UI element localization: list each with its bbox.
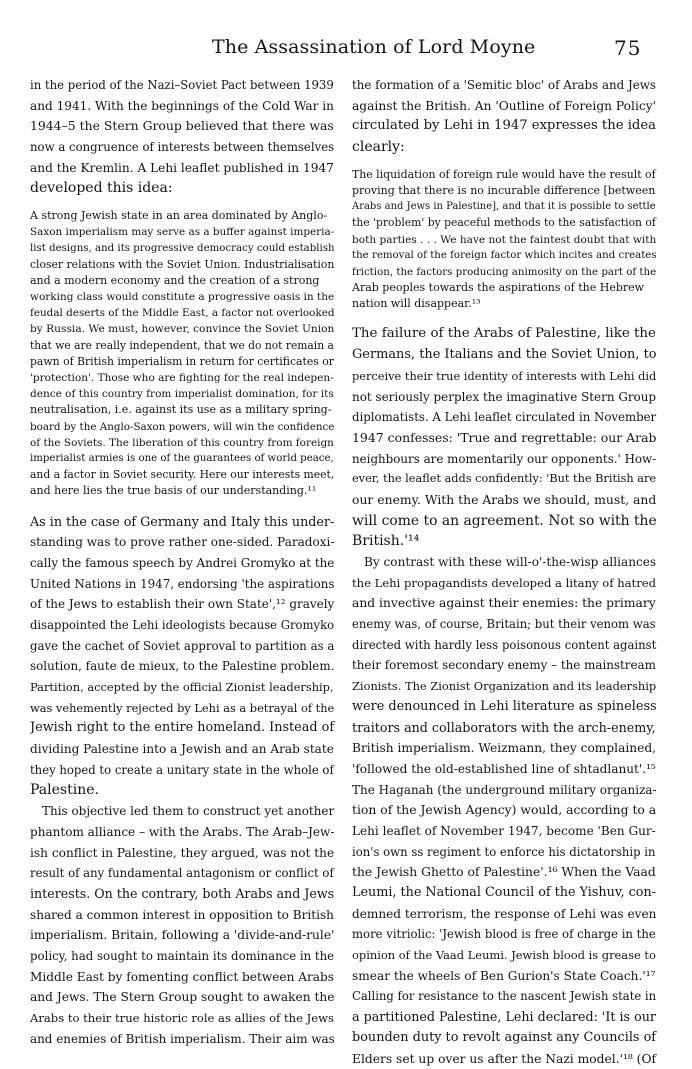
text-line: and 1941. With the beginnings of the Cold War in <box>30 96 336 117</box>
quote-line: the removal of the foreign factor which incites and creates <box>352 248 658 264</box>
text-line: Elders set up over us after the Nazi model.'¹⁸ (Of <box>352 1049 658 1069</box>
text-line: enemy was, of course, Britain; but their venom was <box>352 614 658 635</box>
text-line: the formation of a 'Semitic bloc' of Arabs and Jews <box>352 75 658 96</box>
quote-line: 'protection'. Those who are fighting for the real indepen- <box>30 370 336 386</box>
text-line: result of any fundamental antagonism or conflict of <box>30 863 336 884</box>
text-line: directed with hardly less poisonous content against <box>352 635 658 656</box>
text-line: Lehi leaflet of November 1947, become 'Ben Gur- <box>352 821 658 842</box>
text-line: Palestine. <box>30 780 336 801</box>
text-line: 'followed the old-established line of shtadlanut'.¹⁵ <box>352 759 658 780</box>
text-line: This objective led them to construct yet another <box>30 801 336 822</box>
quote-line: pawn of British imperialism in return for certificates or <box>30 354 336 370</box>
text-line: they hoped to create a unitary state in the whole of <box>30 760 336 781</box>
text-line: diplomatists. A Lehi leaflet circulated in November <box>352 407 658 428</box>
text-line: ever, the leaflet adds confidently: 'But the British are <box>352 469 658 490</box>
quote-line: Arab peoples towards the aspirations of the Hebrew <box>352 280 658 296</box>
text-line: were denounced in Lehi literature as spineless <box>352 697 658 718</box>
text-line: circulated by Lehi in 1947 expresses the idea <box>352 116 658 137</box>
text-line: solution, faute de mieux, to the Palestine problem. <box>30 656 336 677</box>
text-line: The Haganah (the underground military organiza- <box>352 780 658 801</box>
text-line: traitors and collaborators with the arch-enemy, <box>352 718 658 739</box>
text-line: Partition, accepted by the official Zionist leadership, <box>30 677 336 698</box>
text-line: and invective against their enemies: the primary <box>352 593 658 614</box>
block-quote <box>352 167 658 313</box>
text-line: bounden duty to revolt against any Councils of <box>352 1028 658 1049</box>
text-line: was vehemently rejected by Lehi as a betrayal of the <box>30 698 336 719</box>
text-line: tion of the Jewish Agency) would, according to a <box>352 800 658 821</box>
text-line: standing was to prove rather one-sided. Paradoxi- <box>30 532 336 553</box>
quote-line: Saxon imperialism may serve as a buffer against imperia- <box>30 224 336 240</box>
text-line: developed this idea: <box>30 178 336 199</box>
text-line: of the Jews to establish their own State',¹² gravely <box>30 594 336 615</box>
text-line: a partitioned Palestine, Lehi declared: 'It is our <box>352 1007 658 1028</box>
quote-line: Arabs and Jews in Palestine], and that it is possible to settle <box>352 199 658 215</box>
text-line: clearly: <box>352 137 658 158</box>
body-paragraph <box>30 512 336 802</box>
quote-line: both parties . . . We have not the faintest doubt that with <box>352 232 658 248</box>
quote-line: nation will disappear.¹³ <box>352 296 658 312</box>
quote-line: working class would constitute a progressive oasis in the <box>30 289 336 305</box>
text-line: Leumi, the National Council of the Yishuv, con- <box>352 883 658 904</box>
text-line: disappointed the Lehi ideologists because Gromyko <box>30 615 336 636</box>
text-line: 1944–5 the Stern Group believed that there was <box>30 116 336 137</box>
quote-line: the 'problem' by peaceful methods to the satisfaction of <box>352 215 658 231</box>
text-line: shared a common interest in opposition to British <box>30 905 336 926</box>
text-line: their foremost secondary enemy – the mainstream <box>352 655 658 676</box>
text-line: against the British. An 'Outline of Foreign Policy' <box>352 96 658 117</box>
text-line: our enemy. With the Arabs we should, must, and <box>352 490 658 511</box>
text-line: and the Kremlin. A Lehi leaflet published in 1947 <box>30 158 336 179</box>
text-line: and Jews. The Stern Group sought to awaken the <box>30 987 336 1008</box>
running-head <box>0 36 692 66</box>
quote-line: friction, the factors producing animosity on the part of the <box>352 264 658 280</box>
page-number: 75 <box>614 36 641 60</box>
text-line: policy, had sought to maintain its dominance in the <box>30 946 336 967</box>
quote-line: closer relations with the Soviet Union. Industrialisation <box>30 257 336 273</box>
text-line: now a congruence of interests between themselves <box>30 137 336 158</box>
text-line: neighbours are momentarily our opponents.' How- <box>352 449 658 470</box>
block-quote <box>30 208 336 499</box>
quote-line: board by the Anglo-Saxon powers, will win the confidence <box>30 419 336 435</box>
text-line: Arabs to their true historic role as allies of the Jews <box>30 1008 336 1029</box>
text-line: British imperialism. Weizmann, they complained, <box>352 738 658 759</box>
running-title: The Assassination of Lord Moyne <box>212 36 535 58</box>
text-line: and enemies of British imperialism. Their aim was <box>30 1029 336 1050</box>
text-line: will come to an agreement. Not so with the <box>352 511 658 532</box>
quote-line: of the Soviets. The liberation of this country from foreign <box>30 435 336 451</box>
text-line: demned terrorism, the response of Lehi was even <box>352 904 658 925</box>
text-line: Calling for resistance to the nascent Jewish state in <box>352 986 658 1007</box>
text-line: the Jewish Ghetto of Palestine'.¹⁶ When the Vaad <box>352 862 658 883</box>
text-line: ish conflict in Palestine, they argued, was not the <box>30 843 336 864</box>
text-line: perceive their true identity of interests with Lehi did <box>352 366 658 387</box>
text-line: smear the wheels of Ben Gurion's State Coach.'¹⁷ <box>352 966 658 987</box>
text-line: imperialism. Britain, following a 'divide-and-rule' <box>30 925 336 946</box>
text-line: Middle East by fomenting conflict between Arabs <box>30 967 336 988</box>
text-line: Zionists. The Zionist Organization and its leadership <box>352 676 658 697</box>
body-paragraph <box>352 324 658 552</box>
quote-line: proving that there is no incurable difference [between <box>352 183 658 199</box>
text-line: Jewish right to the entire homeland. Instead of <box>30 718 336 739</box>
text-line: The failure of the Arabs of Palestine, like the <box>352 324 658 345</box>
quote-line: feudal deserts of the Middle East, a factor not overlooked <box>30 305 336 321</box>
body-paragraph <box>30 801 336 1049</box>
text-line: not seriously perplex the imaginative Stern Group <box>352 387 658 408</box>
quote-line: and a modern economy and the creation of a strong <box>30 273 336 289</box>
text-line: in the period of the Nazi–Soviet Pact between 1939 <box>30 75 336 96</box>
right-column <box>352 75 658 1069</box>
quote-line: dence of this country from imperialist domination, for its <box>30 386 336 402</box>
text-line: cally the famous speech by Andrei Gromyko at the <box>30 553 336 574</box>
quote-line: The liquidation of foreign rule would have the result of <box>352 167 658 183</box>
text-line: gave the cachet of Soviet approval to partition as a <box>30 636 336 657</box>
text-line: opinion of the Vaad Leumi. Jewish blood is grease to <box>352 945 658 966</box>
quote-line: A strong Jewish state in an area dominated by Anglo- <box>30 208 336 224</box>
quote-line: list designs, and its progressive democracy could establish <box>30 241 336 257</box>
text-line: Germans, the Italians and the Soviet Union, to <box>352 345 658 366</box>
quote-line: and a factor in Soviet security. Here our interests meet, <box>30 467 336 483</box>
quote-line: that we are really independent, that we do not remain a <box>30 338 336 354</box>
body-paragraph <box>352 75 658 158</box>
text-line: phantom alliance – with the Arabs. The Arab–Jew- <box>30 822 336 843</box>
text-line: dividing Palestine into a Jewish and an Arab state <box>30 739 336 760</box>
text-line: By contrast with these will-o'-the-wisp alliances <box>352 552 658 573</box>
body-paragraph <box>30 75 336 199</box>
body-paragraph <box>352 552 658 1069</box>
quote-line: and here lies the true basis of our understanding.¹¹ <box>30 483 336 499</box>
text-line: the Lehi propagandists developed a litany of hatred <box>352 573 658 594</box>
text-line: 1947 confesses: 'True and regrettable: our Arab <box>352 428 658 449</box>
text-line: United Nations in 1947, endorsing 'the aspirations <box>30 574 336 595</box>
text-line: ion's own ss regiment to enforce his dictatorship in <box>352 842 658 863</box>
quote-line: neutralisation, i.e. against its use as a military spring- <box>30 402 336 418</box>
text-line: As in the case of Germany and Italy this under- <box>30 512 336 533</box>
left-column <box>30 75 336 1049</box>
quote-line: imperialist armies is one of the guarantees of world peace, <box>30 451 336 467</box>
text-line: interests. On the contrary, both Arabs and Jews <box>30 884 336 905</box>
quote-line: by Russia. We must, however, convince the Soviet Union <box>30 321 336 337</box>
text-line: British.'¹⁴ <box>352 531 658 552</box>
text-line: more vitriolic: 'Jewish blood is free of charge in the <box>352 924 658 945</box>
